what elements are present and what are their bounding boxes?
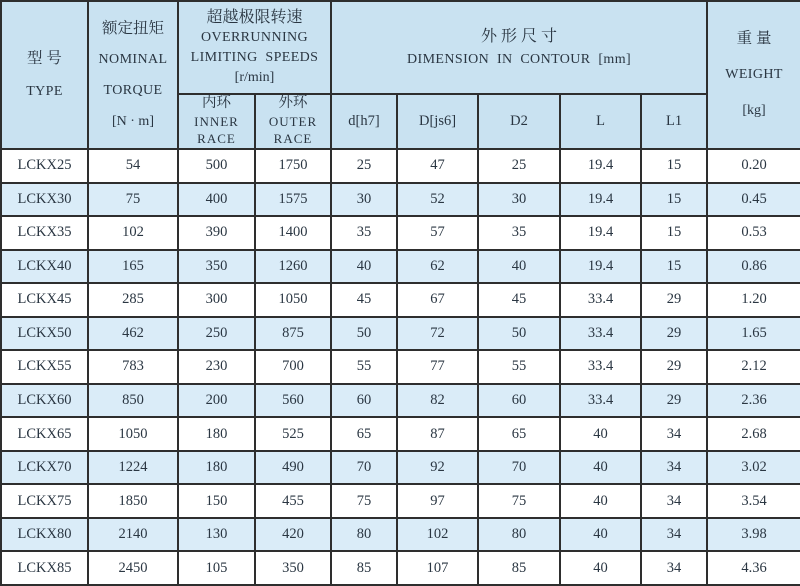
value-cell: 29 bbox=[641, 317, 707, 351]
value-cell: 1.20 bbox=[707, 283, 800, 317]
value-cell: 34 bbox=[641, 451, 707, 485]
value-cell: 25 bbox=[478, 149, 560, 183]
value-cell: 0.45 bbox=[707, 183, 800, 217]
value-cell: 75 bbox=[331, 484, 397, 518]
header-inner-race-zh: 内环 bbox=[202, 95, 231, 112]
value-cell: 462 bbox=[88, 317, 178, 351]
value-cell: 85 bbox=[478, 551, 560, 585]
value-cell: 50 bbox=[331, 317, 397, 351]
header-inner-race-en1: INNER bbox=[194, 113, 239, 129]
value-cell: 1575 bbox=[255, 183, 331, 217]
value-cell: 15 bbox=[641, 216, 707, 250]
type-cell: LCKX85 bbox=[1, 551, 88, 585]
table-row bbox=[1, 417, 800, 451]
value-cell: 75 bbox=[478, 484, 560, 518]
value-cell: 0.53 bbox=[707, 216, 800, 250]
header-outer-race-zh: 外环 bbox=[278, 95, 308, 112]
value-cell: 15 bbox=[641, 250, 707, 284]
value-cell: 1.65 bbox=[707, 317, 800, 351]
value-cell: 875 bbox=[255, 317, 331, 351]
value-cell: 3.98 bbox=[707, 518, 800, 552]
value-cell: 105 bbox=[178, 551, 255, 585]
value-cell: 850 bbox=[88, 384, 178, 418]
value-cell: 180 bbox=[178, 451, 255, 485]
value-cell: 783 bbox=[88, 350, 178, 384]
header-dim-L1: L1 bbox=[641, 94, 707, 149]
table-row bbox=[1, 350, 800, 384]
value-cell: 15 bbox=[641, 149, 707, 183]
value-cell: 500 bbox=[178, 149, 255, 183]
table-row bbox=[1, 216, 800, 250]
value-cell: 102 bbox=[88, 216, 178, 250]
header-speeds-en1: OVERRUNNING bbox=[200, 29, 309, 45]
value-cell: 0.86 bbox=[707, 250, 800, 284]
header-torque-en1: NOMINAL bbox=[98, 52, 168, 67]
value-cell: 40 bbox=[560, 551, 641, 585]
value-cell: 60 bbox=[478, 384, 560, 418]
header-outer-race bbox=[255, 94, 331, 149]
header-inner-race bbox=[178, 94, 255, 149]
value-cell: 525 bbox=[255, 417, 331, 451]
value-cell: 80 bbox=[478, 518, 560, 552]
value-cell: 130 bbox=[178, 518, 255, 552]
header-weight-unit: [kg] bbox=[742, 103, 766, 118]
value-cell: 3.54 bbox=[707, 484, 800, 518]
value-cell: 65 bbox=[331, 417, 397, 451]
value-cell: 87 bbox=[397, 417, 478, 451]
value-cell: 47 bbox=[397, 149, 478, 183]
value-cell: 52 bbox=[397, 183, 478, 217]
value-cell: 29 bbox=[641, 350, 707, 384]
value-cell: 1750 bbox=[255, 149, 331, 183]
value-cell: 30 bbox=[478, 183, 560, 217]
header-weight-en: WEIGHT bbox=[725, 67, 783, 82]
header-weight-zh: 重 量 bbox=[736, 30, 772, 47]
value-cell: 19.4 bbox=[560, 183, 641, 217]
value-cell: 40 bbox=[560, 484, 641, 518]
value-cell: 33.4 bbox=[560, 283, 641, 317]
table-row bbox=[1, 149, 800, 183]
value-cell: 33.4 bbox=[560, 317, 641, 351]
header-dim-L: L bbox=[560, 94, 641, 149]
value-cell: 34 bbox=[641, 484, 707, 518]
value-cell: 390 bbox=[178, 216, 255, 250]
value-cell: 400 bbox=[178, 183, 255, 217]
value-cell: 29 bbox=[641, 283, 707, 317]
value-cell: 34 bbox=[641, 518, 707, 552]
value-cell: 300 bbox=[178, 283, 255, 317]
value-cell: 0.20 bbox=[707, 149, 800, 183]
table-row bbox=[1, 317, 800, 351]
value-cell: 97 bbox=[397, 484, 478, 518]
header-torque-unit: [N · m] bbox=[112, 114, 154, 129]
value-cell: 420 bbox=[255, 518, 331, 552]
value-cell: 2.36 bbox=[707, 384, 800, 418]
value-cell: 72 bbox=[397, 317, 478, 351]
header-dim-D2: D2 bbox=[478, 94, 560, 149]
value-cell: 250 bbox=[178, 317, 255, 351]
value-cell: 77 bbox=[397, 350, 478, 384]
value-cell: 54 bbox=[88, 149, 178, 183]
value-cell: 82 bbox=[397, 384, 478, 418]
value-cell: 19.4 bbox=[560, 250, 641, 284]
header-type bbox=[1, 1, 88, 149]
value-cell: 2450 bbox=[88, 551, 178, 585]
table-row bbox=[1, 250, 800, 284]
table-row bbox=[1, 283, 800, 317]
value-cell: 65 bbox=[478, 417, 560, 451]
value-cell: 60 bbox=[331, 384, 397, 418]
type-cell: LCKX70 bbox=[1, 451, 88, 485]
value-cell: 25 bbox=[331, 149, 397, 183]
value-cell: 29 bbox=[641, 384, 707, 418]
value-cell: 70 bbox=[478, 451, 560, 485]
value-cell: 200 bbox=[178, 384, 255, 418]
value-cell: 67 bbox=[397, 283, 478, 317]
header-torque-zh: 额定扭矩 bbox=[101, 20, 164, 37]
value-cell: 55 bbox=[331, 350, 397, 384]
value-cell: 70 bbox=[331, 451, 397, 485]
value-cell: 40 bbox=[331, 250, 397, 284]
type-cell: LCKX25 bbox=[1, 149, 88, 183]
type-cell: LCKX65 bbox=[1, 417, 88, 451]
type-cell: LCKX55 bbox=[1, 350, 88, 384]
value-cell: 45 bbox=[478, 283, 560, 317]
value-cell: 45 bbox=[331, 283, 397, 317]
header-overrunning-speeds bbox=[178, 1, 331, 94]
type-cell: LCKX80 bbox=[1, 518, 88, 552]
value-cell: 40 bbox=[560, 451, 641, 485]
value-cell: 560 bbox=[255, 384, 331, 418]
header-speeds-zh: 超越极限转速 bbox=[206, 8, 303, 26]
value-cell: 33.4 bbox=[560, 384, 641, 418]
value-cell: 350 bbox=[178, 250, 255, 284]
header-outer-race-en1: OUTER bbox=[268, 113, 318, 129]
table-row bbox=[1, 183, 800, 217]
table-row bbox=[1, 384, 800, 418]
header-weight bbox=[707, 1, 800, 149]
value-cell: 230 bbox=[178, 350, 255, 384]
value-cell: 2.12 bbox=[707, 350, 800, 384]
header-speeds-unit: [r/min] bbox=[234, 69, 275, 85]
value-cell: 102 bbox=[397, 518, 478, 552]
header-dim-D: D[js6] bbox=[397, 94, 478, 149]
table-row bbox=[1, 451, 800, 485]
header-dim-d: d[h7] bbox=[331, 94, 397, 149]
value-cell: 285 bbox=[88, 283, 178, 317]
value-cell: 4.36 bbox=[707, 551, 800, 585]
value-cell: 50 bbox=[478, 317, 560, 351]
value-cell: 85 bbox=[331, 551, 397, 585]
value-cell: 150 bbox=[178, 484, 255, 518]
value-cell: 30 bbox=[331, 183, 397, 217]
value-cell: 3.02 bbox=[707, 451, 800, 485]
table-row bbox=[1, 518, 800, 552]
table-row bbox=[1, 551, 800, 585]
value-cell: 33.4 bbox=[560, 350, 641, 384]
value-cell: 55 bbox=[478, 350, 560, 384]
value-cell: 34 bbox=[641, 417, 707, 451]
value-cell: 35 bbox=[478, 216, 560, 250]
value-cell: 40 bbox=[560, 518, 641, 552]
table-body bbox=[1, 149, 800, 585]
value-cell: 34 bbox=[641, 551, 707, 585]
value-cell: 1850 bbox=[88, 484, 178, 518]
type-cell: LCKX75 bbox=[1, 484, 88, 518]
header-torque-en2: TORQUE bbox=[103, 83, 163, 98]
header-nominal-torque bbox=[88, 1, 178, 149]
value-cell: 1050 bbox=[88, 417, 178, 451]
value-cell: 1050 bbox=[255, 283, 331, 317]
value-cell: 1400 bbox=[255, 216, 331, 250]
header-dimension-in-contour bbox=[331, 1, 707, 94]
type-cell: LCKX40 bbox=[1, 250, 88, 284]
header-inner-race-en2: RACE bbox=[197, 131, 236, 147]
value-cell: 57 bbox=[397, 216, 478, 250]
value-cell: 490 bbox=[255, 451, 331, 485]
type-cell: LCKX60 bbox=[1, 384, 88, 418]
value-cell: 350 bbox=[255, 551, 331, 585]
type-cell: LCKX35 bbox=[1, 216, 88, 250]
value-cell: 107 bbox=[397, 551, 478, 585]
value-cell: 2140 bbox=[88, 518, 178, 552]
value-cell: 92 bbox=[397, 451, 478, 485]
value-cell: 35 bbox=[331, 216, 397, 250]
header-type-zh: 型 号 bbox=[27, 50, 62, 67]
value-cell: 19.4 bbox=[560, 149, 641, 183]
header-dimension-zh: 外 形 尺 寸 bbox=[481, 27, 558, 45]
value-cell: 15 bbox=[641, 183, 707, 217]
value-cell: 700 bbox=[255, 350, 331, 384]
value-cell: 80 bbox=[331, 518, 397, 552]
value-cell: 1260 bbox=[255, 250, 331, 284]
value-cell: 180 bbox=[178, 417, 255, 451]
value-cell: 2.68 bbox=[707, 417, 800, 451]
type-cell: LCKX30 bbox=[1, 183, 88, 217]
table-row bbox=[1, 484, 800, 518]
value-cell: 40 bbox=[560, 417, 641, 451]
value-cell: 455 bbox=[255, 484, 331, 518]
header-outer-race-en2: RACE bbox=[273, 131, 313, 147]
header-dimension-en: DIMENSION IN CONTOUR [mm] bbox=[407, 51, 632, 67]
value-cell: 75 bbox=[88, 183, 178, 217]
value-cell: 40 bbox=[478, 250, 560, 284]
header-speeds-en2: LIMITING SPEEDS bbox=[190, 49, 319, 65]
value-cell: 1224 bbox=[88, 451, 178, 485]
type-cell: LCKX50 bbox=[1, 317, 88, 351]
type-cell: LCKX45 bbox=[1, 283, 88, 317]
header-type-en: TYPE bbox=[26, 84, 63, 99]
value-cell: 165 bbox=[88, 250, 178, 284]
value-cell: 19.4 bbox=[560, 216, 641, 250]
value-cell: 62 bbox=[397, 250, 478, 284]
